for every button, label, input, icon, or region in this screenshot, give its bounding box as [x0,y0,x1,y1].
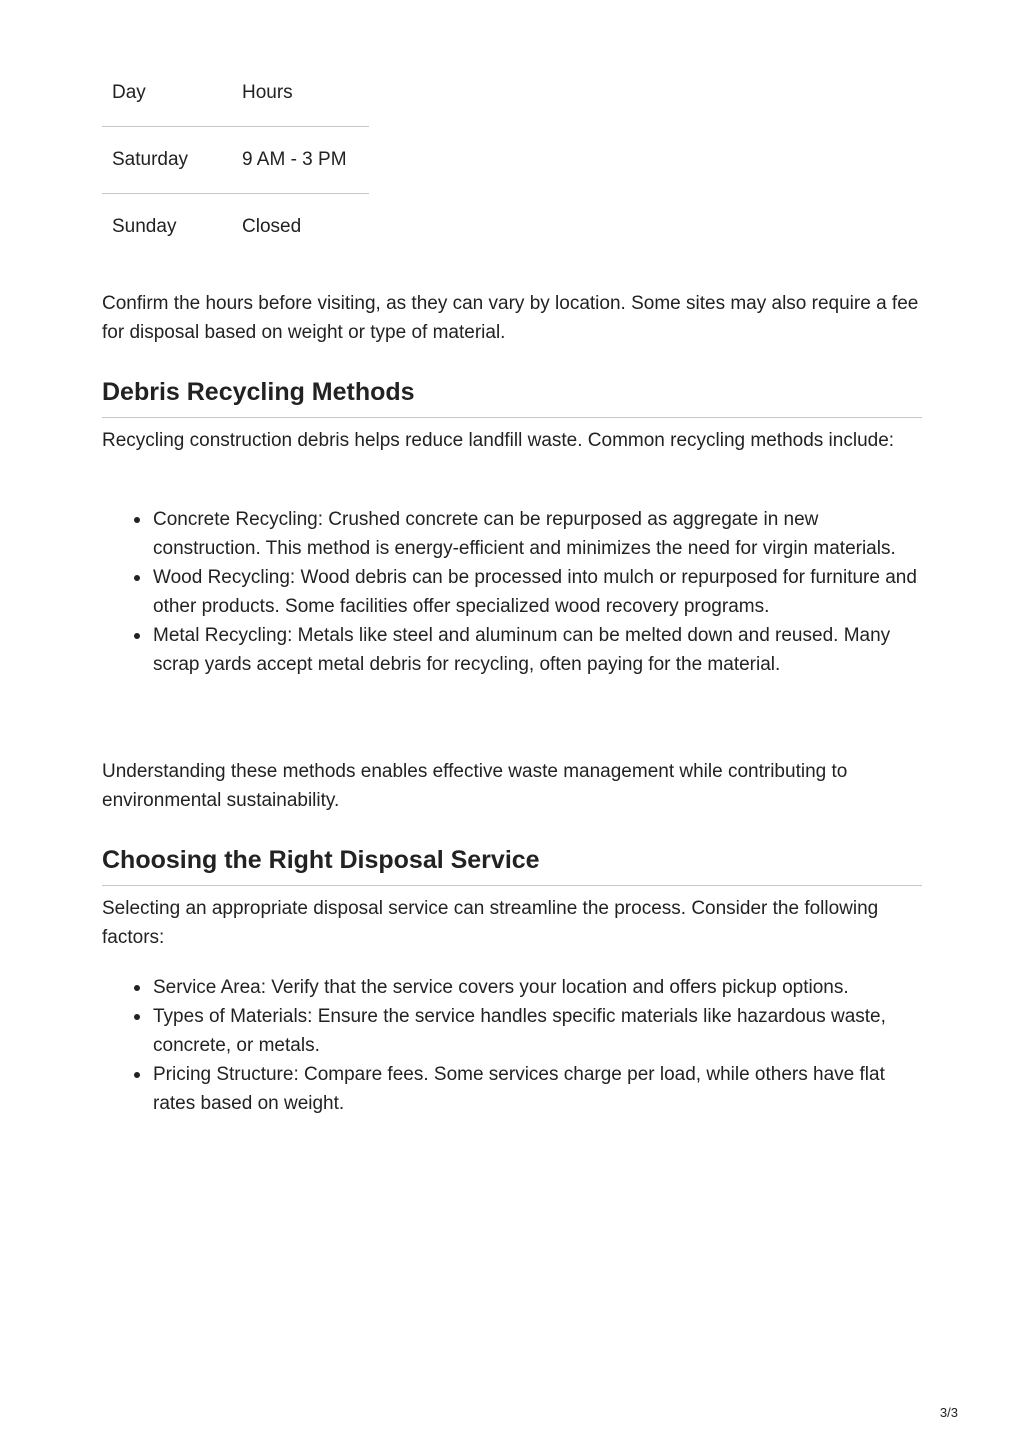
intro-note-paragraph: Confirm the hours before visiting, as they can vary by location. Some sites may also require a fee for disposal based on weight or type of material. [102,293,919,343]
recycling-methods-list [102,505,922,679]
table-header-row [102,60,369,127]
table-cell-hours: Closed [232,194,369,261]
table-cell-hours: 9 AM - 3 PM [232,127,369,194]
disposal-intro-paragraph: Selecting an appropriate disposal service can streamline the process. Consider the following factors: [102,898,879,948]
list-item-text: Types of Materials: Ensure the service handles specific materials like hazardous waste, concrete, or metals. [153,1006,886,1056]
table-cell-day: Saturday [102,127,232,194]
list-item-text: Metal Recycling: Metals like steel and aluminum can be melted down and reused. Many scrap yards accept metal debris for recycling, often paying for the material. [153,625,891,675]
list-item-text: Concrete Recycling: Crushed concrete can be repurposed as aggregate in new construction. This method is energy-efficient and minimizes the need for virgin materials. [153,509,896,559]
list-item [153,505,922,563]
recycling-section-heading: Debris Recycling Methods [102,375,922,418]
list-item [153,1002,922,1060]
list-item-text: Pricing Structure: Compare fees. Some services charge per load, while others have flat rates based on weight. [153,1064,885,1114]
disposal-factors-list [102,973,922,1118]
bullet-icon [134,517,140,523]
table-header-day: Day [112,82,146,103]
bullet-icon [134,633,140,639]
page-number: 3/3 [939,1405,958,1420]
list-item-text: Wood Recycling: Wood debris can be processed into mulch or repurposed for furniture and other products. Some facilities offer specialized wood recovery programs. [153,567,917,617]
disposal-section-heading: Choosing the Right Disposal Service [102,843,922,886]
list-item [153,621,922,679]
list-item [153,1060,922,1118]
bullet-icon [134,985,140,991]
recycling-intro-paragraph: Recycling construction debris helps reduce landfill waste. Common recycling methods include: [102,430,895,451]
table-cell-day: Sunday [102,194,232,261]
table-row [102,127,369,194]
hours-table [102,60,369,260]
list-item-text: Service Area: Verify that the service covers your location and offers pickup options. [153,977,849,998]
bullet-icon [134,1072,140,1078]
recycling-outro-paragraph: Understanding these methods enables effective waste management while contributing to environmental sustainability. [102,761,848,811]
table-row [102,194,369,261]
table-header-hours: Hours [242,82,293,103]
bullet-icon [134,575,140,581]
list-item [153,563,922,621]
list-item [153,973,922,1002]
bullet-icon [134,1014,140,1020]
